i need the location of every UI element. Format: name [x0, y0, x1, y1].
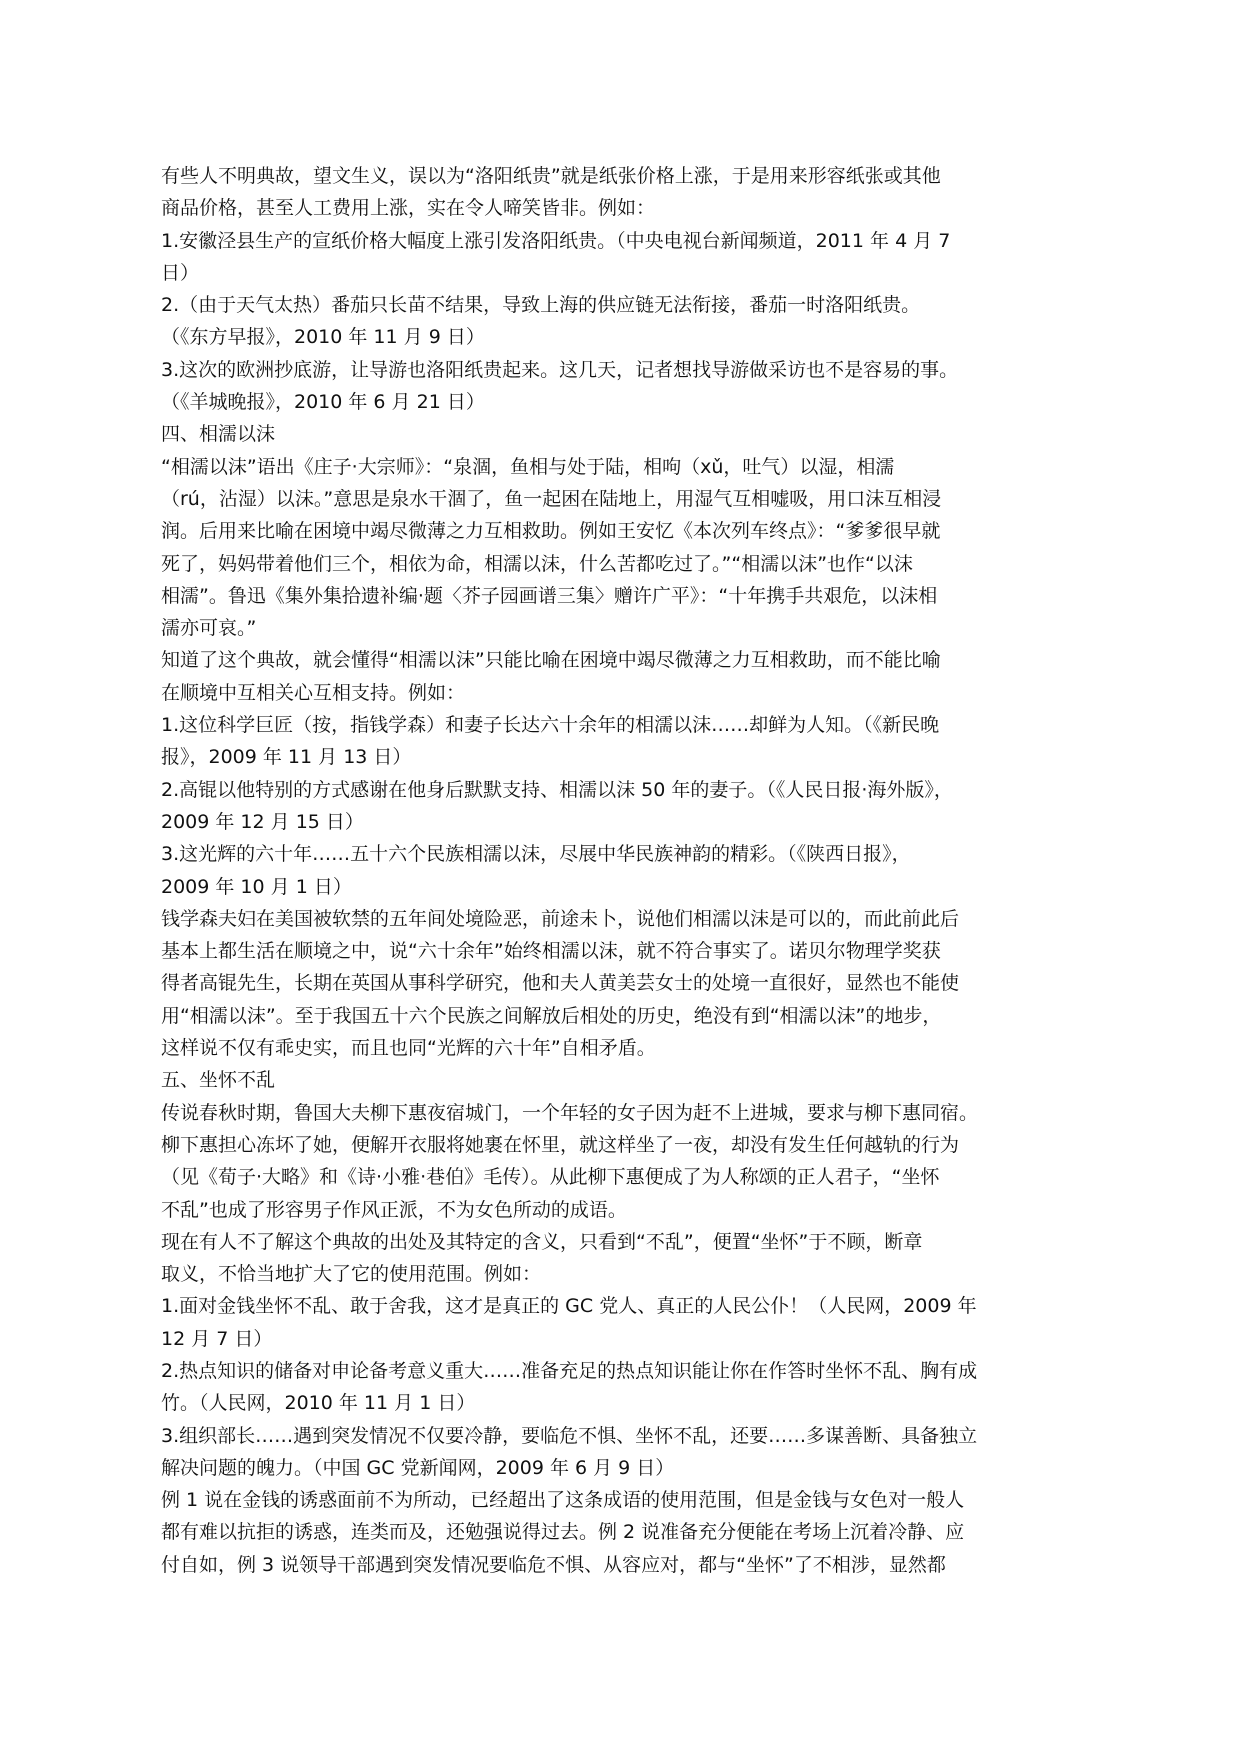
text-line: 都有难以抗拒的诱惑，连类而及，还勉强说得过去。例 2 说准备充分便能在考场上沉着冷静、应 [161, 1521, 965, 1544]
text-line: （《东方早报》，2010 年 11 月 9 日） [161, 326, 485, 349]
text-line: 2009 年 10 月 1 日） [161, 875, 352, 898]
text-line: 2.热点知识的储备对申论备考意义重大……准备充足的热点知识能让你在作答时坐怀不乱、胸有成 [161, 1359, 978, 1382]
text-line: 例 1 说在金钱的诱惑面前不为所动，已经超出了这条成语的使用范围，但是金钱与女色对一般人 [161, 1489, 965, 1512]
text-line: 1.这位科学巨匠（按，指钱学森）和妻子长达六十余年的相濡以沫……却鲜为人知。（《新民晚 [161, 714, 940, 737]
text-line: 润。后用来比喻在困境中竭尽微薄之力互相救助。例如王安忆《本次列车终点》：“爹爹很早就 [161, 520, 941, 543]
text-line: 付自如，例 3 说领导干部遇到突发情况要临危不惧、从容应对，都与“坐怀”了不相涉，显然都 [161, 1553, 946, 1576]
text-line: （rú，沾湿）以沫。”意思是泉水干涸了，鱼一起困在陆地上，用湿气互相嘘吸，用口沫互相浸 [161, 487, 942, 510]
text-line: 得者高锟先生，长期在英国从事科学研究，他和夫人黄美芸女士的处境一直很好，显然也不能使 [161, 972, 960, 995]
text-line: 现在有人不了解这个典故的出处及其特定的含义，只看到“不乱”，便置“坐怀”于不顾，断章 [161, 1230, 923, 1253]
text-line: 相濡”。鲁迅《集外集拾遗补编·题〈芥子园画谱三集〉赠许广平》：“十年携手共艰危，以沫相 [161, 584, 938, 607]
text-line: 1.安徽泾县生产的宣纸价格大幅度上涨引发洛阳纸贵。（中央电视台新闻频道，2011 年 4 月 7 [161, 229, 951, 252]
text-line: 传说春秋时期，鲁国大夫柳下惠夜宿城门，一个年轻的女子因为赶不上进城，要求与柳下惠同宿。 [161, 1101, 979, 1124]
section-heading: 五、坐怀不乱 [161, 1069, 276, 1092]
text-line: （见《荀子·大略》和《诗·小雅·巷伯》毛传）。从此柳下惠便成了为人称颂的正人君子，“坐怀 [161, 1166, 940, 1189]
text-line: 基本上都生活在顺境之中，说“六十余年”始终相濡以沫，就不符合事实了。诺贝尔物理学奖获 [161, 940, 941, 963]
text-line: 竹。（人民网，2010 年 11 月 1 日） [161, 1392, 476, 1415]
text-line: 有些人不明典故，望文生义，误以为“洛阳纸贵”就是纸张价格上涨，于是用来形容纸张或其他 [161, 165, 941, 187]
text-line: 商品价格，甚至人工费用上涨，实在令人啼笑皆非。例如： [161, 197, 656, 220]
text-line: （《羊城晚报》，2010 年 6 月 21 日） [161, 391, 485, 414]
text-line: 在顺境中互相关心互相支持。例如： [161, 681, 466, 704]
text-line: 报》，2009 年 11 月 13 日） [161, 746, 412, 769]
text-line: 1.面对金钱坐怀不乱、敢于舍我，这才是真正的 GC 党人、真正的人民公仆！（人民网，2009 年 [161, 1295, 977, 1318]
text-line: 日） [161, 261, 200, 284]
text-line: 3.组织部长……遇到突发情况不仅要冷静，要临危不惧、坐怀不乱，还要……多谋善断、具备独立 [161, 1424, 978, 1447]
text-line: 用“相濡以沫”。至于我国五十六个民族之间解放后相处的历史，绝没有到“相濡以沫”的地步， [161, 1004, 942, 1027]
text-line: 解决问题的魄力。（中国 GC 党新闻网，2009 年 6 月 9 日） [161, 1456, 675, 1479]
text-line: 2.（由于天气太热）番茄只长苗不结果，导致上海的供应链无法衔接，番茄一时洛阳纸贵。 [161, 294, 921, 317]
document-body [161, 160, 1119, 1581]
text-line: 死了，妈妈带着他们三个，相依为命，相濡以沫，什么苦都吃过了。”“相濡以沫”也作“以沫 [161, 552, 913, 575]
text-line: 12 月 7 日） [161, 1327, 273, 1350]
text-line: 钱学森夫妇在美国被软禁的五年间处境险恶，前途未卜，说他们相濡以沫是可以的，而此前此后 [161, 907, 960, 930]
text-line: 2009 年 12 月 15 日） [161, 810, 364, 833]
text-line: 2.高锟以他特别的方式感谢在他身后默默支持、相濡以沫 50 年的妻子。（《人民日报·海外版》， [161, 778, 953, 801]
text-line: 3.这光辉的六十年……五十六个民族相濡以沫，尽展中华民族神韵的精彩。（《陕西日报》， [161, 843, 911, 866]
text-line: 濡亦可哀。” [161, 617, 257, 640]
section-heading: 四、相濡以沫 [161, 423, 276, 446]
text-line: 这样说不仅有乖史实，而且也同“光辉的六十年”自相矛盾。 [161, 1037, 656, 1060]
text-line: 取义，不恰当地扩大了它的使用范围。例如： [161, 1263, 542, 1286]
text-line: “相濡以沫”语出《庄子·大宗师》：“泉涸，鱼相与处于陆，相呴（xǔ，吐气）以湿，相濡 [161, 455, 895, 478]
text-line: 柳下惠担心冻坏了她，便解开衣服将她裹在怀里，就这样坐了一夜，却没有发生任何越轨的行为 [161, 1133, 960, 1156]
text-line: 知道了这个典故，就会懂得“相濡以沫”只能比喻在困境中竭尽微薄之力互相救助，而不能比喻 [161, 649, 941, 672]
text-line: 不乱”也成了形容男子作风正派，不为女色所动的成语。 [161, 1198, 627, 1221]
text-line: 3.这次的欧洲抄底游，让导游也洛阳纸贵起来。这几天，记者想找导游做采访也不是容易的事。 [161, 358, 959, 381]
